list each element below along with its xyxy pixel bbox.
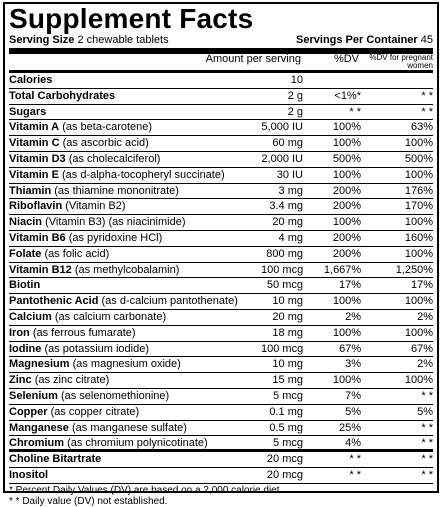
nutrient-name-cell [9,278,261,293]
nutrient-name: Folate [9,247,42,260]
table-row [9,326,433,342]
dv-pregnant-cell [361,73,433,88]
amount-cell: 100 mcg [261,263,304,276]
amount-cell: 60 mg [272,137,303,150]
nutrient-source: (as cholecalciferol) [68,152,161,165]
amount-cell: 3 mg [278,184,303,197]
dv-cell: 100% [332,374,361,387]
dv-cell: 7% [345,389,361,402]
table-row [9,231,433,247]
nutrient-name: Biotin [9,279,41,292]
nutrient-name: Choline Bitartrate [9,453,102,466]
amount-cell: 4 mg [278,231,303,244]
amount-cell: 50 mcg [266,279,303,292]
dv-pregnant-cell: * * [421,105,433,118]
dv-pregnant-cell: 2% [417,358,433,371]
dv-pregnant-cell: 100% [404,295,433,308]
dv-pregnant-cell: 17% [410,279,433,292]
amount-cell: 20 mg [272,216,303,229]
nutrient-name-cell [9,310,261,325]
nutrient-name: Inositol [9,468,49,481]
nutrient-name: Zinc [9,374,32,387]
nutrient-name: Iron [9,326,30,339]
nutrient-name-cell [9,89,261,104]
nutrient-name: Selenium [9,389,58,402]
table-row [9,436,433,452]
nutrient-name-cell [9,421,261,436]
amount-header: Amount per serving [205,53,301,65]
nutrient-source: (as selenomethionine) [60,389,170,402]
nutrient-source: (as zinc citrate) [34,374,110,387]
dv-pregnant-cell: 1,250% [395,263,433,276]
amount-cell: 5 mcg [273,389,303,402]
dv-pregnant-cell: 170% [404,200,433,213]
nutrient-source: (as ferrous fumarate) [32,326,136,339]
servings-value: 45 [420,34,433,46]
nutrient-name-cell [9,294,261,309]
dv-pregnant-cell: 67% [410,342,433,355]
nutrient-name-cell [9,199,261,214]
dv-header: %DV [333,53,359,65]
nutrient-source: (as pyridoxine HCl) [68,231,163,244]
dv-cell [305,73,361,88]
nutrient-name: Thiamin [9,184,52,197]
footnote-not-established: * * Daily value (DV) not established. [9,495,168,507]
nutrient-name-cell [9,357,261,372]
dv-pregnant-cell: 5% [417,405,433,418]
panel-title: Supplement Facts [9,3,254,34]
dv-cell: 100% [332,295,361,308]
nutrient-name-cell [9,136,261,151]
nutrient-source: (as d-alpha-tocopheryl succinate) [62,168,225,181]
table-row [9,452,433,468]
amount-cell: 20 mg [272,310,303,323]
dv-pregnant-cell: * * [421,389,433,402]
table-row [9,373,433,389]
nutrient-name-cell [9,184,261,199]
nutrient-name: Magnesium [9,358,70,371]
table-row [9,310,433,326]
nutrient-name-cell [9,326,261,341]
nutrient-name: Calcium [9,310,52,323]
table-row [9,184,433,200]
nutrient-name: Copper [9,405,48,418]
nutrient-name-cell [9,231,261,246]
dv-pregnant-cell: 100% [404,216,433,229]
table-row [9,389,433,405]
table-row [9,357,433,373]
dv-pregnant-cell: 100% [404,168,433,181]
table-row [9,342,433,358]
dv-cell: 25% [338,421,361,434]
dv-cell: 2% [345,310,361,323]
amount-cell: 10 [290,74,303,86]
nutrient-source: (as copper citrate) [50,405,140,418]
nutrient-name-cell [9,120,261,135]
dv-cell: 500% [332,152,361,165]
amount-cell: 10 mg [272,295,303,308]
table-row [9,294,433,310]
dv-cell: * * [349,468,361,481]
dv-pregnant-cell: 100% [404,326,433,339]
nutrient-name: Vitamin C [9,137,60,150]
serving-size [9,34,169,47]
table-row [9,105,433,121]
nutrient-source: (as calcium carbonate) [54,310,167,323]
dv-cell: * * [349,453,361,466]
dv-pregnant-cell: 160% [404,231,433,244]
nutrient-source: (as ascorbic acid) [62,137,149,150]
column-headers [9,54,433,70]
dv-cell: 200% [332,231,361,244]
nutrient-name: Niacin [9,216,43,229]
dv-cell: 100% [332,216,361,229]
amount-cell: 30 IU [276,168,303,181]
nutrient-source: (as magnesium oxide) [72,358,181,371]
nutrient-name-cell [9,436,261,449]
table-row [9,215,433,231]
dv-cell: 17% [338,279,361,292]
dv-cell: 200% [332,247,361,260]
dv-pregnant-cell: * * [421,437,433,450]
table-row [9,168,433,184]
serving-size-label: Serving Size [9,34,75,46]
table-row [9,136,433,152]
nutrient-name-cell [9,215,261,230]
nutrient-name-cell [9,247,261,262]
dv-cell: 100% [332,326,361,339]
servings-per-container [296,34,433,47]
amount-cell: 3.4 mg [269,200,303,213]
serving-info [9,34,433,47]
nutrient-source: (as manganese sulfate) [71,421,187,434]
nutrient-name: Calories [9,74,53,86]
nutrient-name: Vitamin B12 [9,263,72,276]
table-row [9,89,433,105]
table-row [9,405,433,421]
amount-cell: 800 mg [266,247,303,260]
amount-cell: 20 mcg [266,468,303,481]
dv-pregnant-cell: 63% [410,121,433,134]
nutrient-source: (as folic acid) [44,247,110,260]
nutrient-source: (as d-calcium pantothenate) [101,295,238,308]
nutrient-source: (Vitamin B2) [65,200,126,213]
amount-cell: 100 mcg [261,342,304,355]
dv-cell: 5% [345,405,361,418]
amount-cell: 5 mcg [273,437,303,450]
amount-cell: 20 mcg [266,453,303,466]
amount-cell: 0.5 mg [269,421,303,434]
nutrient-name-cell [9,373,261,388]
nutrient-name: Pantothenic Acid [9,295,99,308]
nutrient-name: Manganese [9,421,69,434]
dv-cell: 200% [332,200,361,213]
dv-cell: 67% [339,342,362,355]
nutrient-name: Total Carbohydrates [9,89,116,102]
dv-cell: 100% [332,137,361,150]
dv-cell: 3% [345,358,361,371]
amount-cell: 0.1 mg [269,405,303,418]
nutrient-name-cell [9,73,261,88]
dv-cell: 100% [332,121,361,134]
amount-cell: 15 mg [272,374,303,387]
nutrient-name-cell [9,105,261,120]
nutrient-name: Vitamin D3 [9,152,66,165]
table-row [9,468,433,484]
nutrient-name: Sugars [9,105,47,118]
dv-pregnant-cell: 2% [417,310,433,323]
dv-pregnant-cell: 100% [404,247,433,260]
amount-cell: 2 g [287,89,303,102]
dv-pregnant-cell: 100% [404,137,433,150]
table-row [9,263,433,279]
table-row [9,152,433,168]
table-row [9,120,433,136]
nutrient-name-cell [9,468,261,483]
nutrient-source: (Vitamin B3) (as niacinimide) [45,216,186,229]
footnotes [9,485,433,507]
nutrient-name-cell [9,263,261,278]
amount-cell: 10 mg [272,358,303,371]
nutrient-name-cell [9,405,261,420]
nutrient-name: Vitamin E [9,168,59,181]
table-row [9,421,433,437]
dv-cell: 4% [345,437,361,450]
amount-cell: 2,000 IU [261,152,303,165]
dv-pregnant-cell: * * [421,421,433,434]
nutrient-name-cell [9,168,261,183]
dv-cell: <1%* [334,89,361,102]
table-row [9,199,433,215]
amount-cell: 5,000 IU [261,121,303,134]
nutrient-name-cell [9,152,261,167]
servings-label: Servings Per Container [296,34,418,46]
table-row [9,73,433,89]
dv-pregnant-header: %DV for pregnant women [369,53,433,70]
dv-pregnant-cell: 176% [404,184,433,197]
nutrient-source: (as beta-carotene) [62,121,153,134]
dv-pregnant-cell: 500% [404,152,433,165]
nutrient-name: Riboflavin [9,200,63,213]
nutrient-source: (as potassium iodide) [44,342,150,355]
nutrient-name-cell [9,342,261,357]
nutrient-name-cell [9,452,261,467]
nutrient-name: Iodine [9,342,42,355]
nutrient-name: Vitamin B6 [9,231,66,244]
nutrient-name: Vitamin A [9,121,60,134]
serving-size-value: 2 chewable tablets [77,34,169,46]
dv-pregnant-cell: * * [421,89,433,102]
dv-cell: 200% [332,184,361,197]
nutrient-name: Chromium [9,437,64,450]
dv-pregnant-cell: 100% [404,374,433,387]
dv-pregnant-cell: * * [421,468,433,481]
table-row [9,247,433,263]
nutrient-source: (as chromium polynicotinate) [67,437,208,450]
amount-cell: 18 mg [272,326,303,339]
nutrient-name-cell [9,389,261,404]
nutrient-source: (as thiamine mononitrate) [54,184,179,197]
footnote-dv: * Percent Daily Values (DV) are based on a 2,000 calorie diet. [9,484,283,496]
amount-cell: 2 g [287,105,303,118]
dv-pregnant-cell: * * [421,453,433,466]
table-row [9,278,433,294]
dv-cell: 1,667% [323,263,362,276]
supplement-facts-panel [3,2,439,507]
dv-cell: * * [349,105,361,118]
nutrient-source: (as methylcobalamin) [74,263,180,276]
nutrient-table [9,73,433,484]
dv-cell: 100% [332,168,361,181]
